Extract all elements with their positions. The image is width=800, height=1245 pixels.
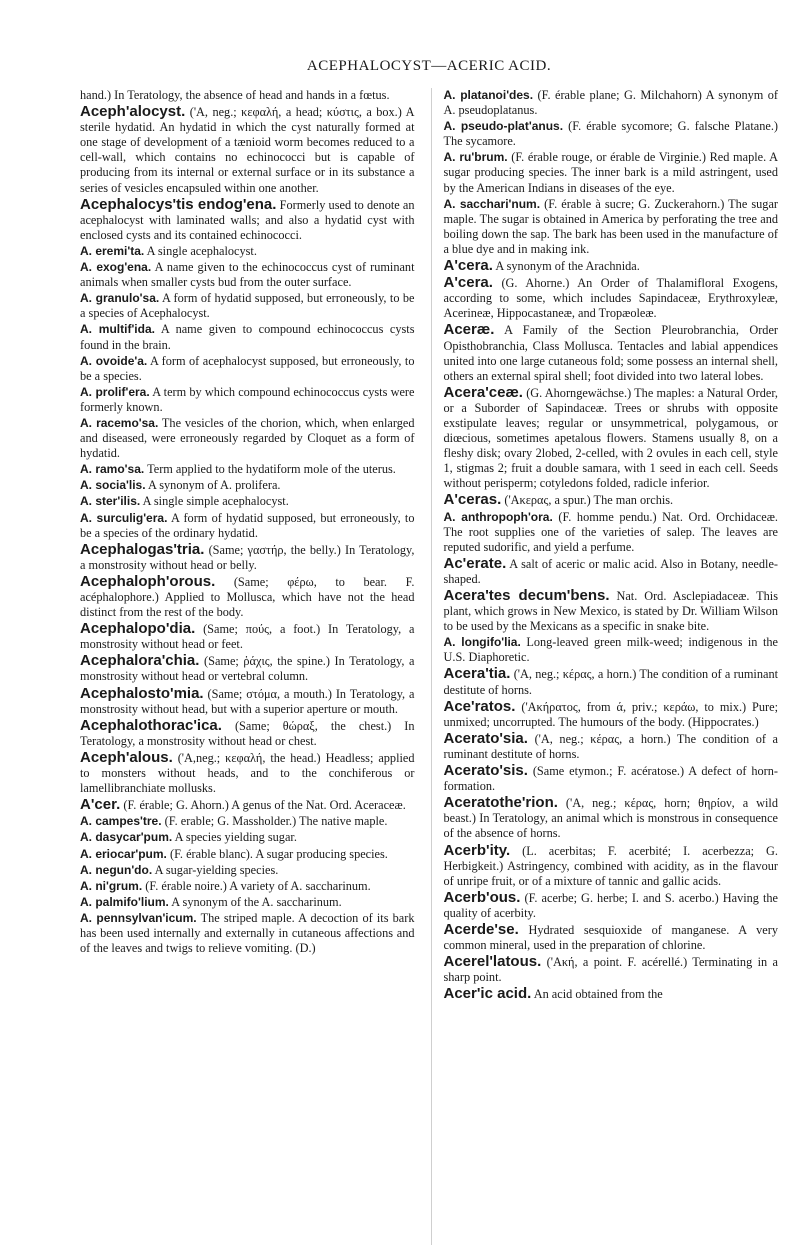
entry-definition: (Same; φέρω, to bear. F. acéphalophore.) Applied to Mollusca, which have not the head distinct from the rest of the body. [80, 574, 415, 620]
dictionary-entry [444, 986, 779, 1002]
entry-definition: (F. érable rouge, or érable de Virginie.) Red maple. A sugar producing species. The inner bark is a mild astringent, used by the American Indians in diseases of the eye. [443, 150, 778, 195]
entry-headword: Acera'tia. [443, 665, 511, 683]
entry-headword: A. ramo'sa. [80, 462, 145, 477]
dictionary-entry [444, 556, 779, 587]
entry-definition: (F. érable; G. Ahorn.) A genus of the Nat. Ord. Aceraceæ. [123, 798, 406, 813]
dictionary-entry [444, 635, 779, 665]
dictionary-entry [80, 718, 415, 749]
entry-definition: A salt of aceric or malic acid. Also in Botany, needle-shaped. [443, 556, 778, 586]
dictionary-entry [80, 847, 415, 862]
dictionary-entry [444, 88, 779, 118]
entry-definition: A term by which compound echinococcus cysts were formerly known. [80, 384, 415, 414]
dictionary-entry [80, 260, 415, 290]
dictionary-entry [444, 843, 779, 889]
entry-headword: A. racemo'sa. [80, 415, 159, 430]
entry-headword: Aceræ. [443, 321, 495, 339]
dictionary-entry [80, 653, 415, 684]
entry-headword: Acerel'latous. [443, 953, 542, 971]
dictionary-entry [80, 750, 415, 796]
entry-headword: Aceph'alous. [80, 748, 173, 766]
dictionary-entry [444, 666, 779, 697]
dictionary-entry [80, 88, 415, 103]
entry-definition: (F. érable blanc). A sugar producing species. [169, 846, 388, 861]
entry-headword: Ac'erate. [443, 554, 507, 572]
entry-definition: (F. érable sycomore; G. falsche Platane.) The sycamore. [443, 119, 778, 149]
entry-definition: A form of hydatid supposed, but erroneously, to be a species of the ordinary hydatid. [80, 510, 415, 540]
dictionary-entry [444, 197, 779, 257]
entry-definition: (Same; γαστήρ, the belly.) In Teratology, a monstrosity without head or belly. [80, 542, 415, 572]
entry-headword: A. platanoi'des. [443, 88, 534, 102]
dictionary-entry [80, 830, 415, 845]
entry-definition: A name given to compound echinococcus cysts found in the brain. [80, 322, 415, 352]
entry-definition: ('Ακερας, a spur.) The man orchis. [504, 493, 674, 508]
entry-definition: ('Ακήρατος, from ά, priv.; κεράω, to mix.) Pure; unmixed; uncorrupted. The humours of the body. (Hippocrates.) [443, 699, 778, 729]
entry-headword: Acera'tes decum'bens. [443, 587, 610, 604]
entry-definition: Nat. Ord. Asclepiadaceæ. This plant, which grows in New Mexico, is stated by Dr. William Wilson to be used by the Mexicans as a specific in snake bite. [443, 589, 778, 634]
entry-definition: A Family of the Section Pleurobranchia, Order Opisthobranchia, Class Mollusca. Tentacles and labial appendices united into one large cutaneous fold; some possess an internal shell, others an external spiral shell; foot divided into two lateral lobes. [443, 323, 778, 383]
entry-definition: A synonym of the A. saccharinum. [171, 894, 342, 909]
entry-definition: Formerly used to denote an acephalocyst with laminated walls; and also a hydatid cyst with enclosed cysts and its contained echinococci. [80, 197, 415, 242]
dictionary-entry [444, 510, 779, 555]
dictionary-entry [80, 462, 415, 477]
entry-headword: A. prolif'era. [80, 384, 150, 399]
dictionary-entry [444, 588, 779, 634]
dictionary-entry [80, 574, 415, 620]
entry-headword: Acera'ceæ. [443, 383, 523, 401]
dictionary-entry [444, 699, 779, 730]
entry-definition: A form of acephalocyst supposed, but erroneously, to be a species. [80, 353, 415, 383]
dictionary-entry [444, 795, 779, 841]
dictionary-entry [80, 244, 415, 259]
dictionary-entry [444, 890, 779, 921]
entry-headword: A. granulo'sa. [80, 291, 160, 306]
right-column [431, 88, 779, 1245]
dictionary-entry [80, 322, 415, 352]
entry-definition: (F. erable; G. Massholder.) The native maple. [164, 814, 388, 829]
entry-definition: (Same; στόμα, a mouth.) In Teratology, a monstrosity without head, but with a superior aperture or mouth. [80, 686, 415, 716]
entry-headword: A. dasycar'pum. [80, 830, 173, 845]
dictionary-entry [444, 954, 779, 985]
dictionary-entry [80, 511, 415, 541]
entry-headword: Acephalopo'dia. [80, 620, 196, 638]
entry-headword: A. palmifo'lium. [80, 894, 169, 909]
entry-definition: (F. homme pendu.) Nat. Ord. Orchidaceæ. The root supplies one of the varieties of salep. The leaves are reputed sudorific, and yield a perfume. [443, 509, 778, 554]
entry-headword: Aceph'alocyst. [80, 103, 186, 121]
entry-headword: Acephalothorac'ica. [80, 716, 222, 734]
dictionary-entry [444, 763, 779, 794]
entry-headword: A. surculig'era. [80, 510, 168, 525]
entry-headword: Acephalogas'tria. [80, 540, 205, 558]
entry-headword: A. longifo'lia. [443, 635, 521, 650]
dictionary-entry [80, 385, 415, 415]
entry-definition: (G. Ahorngewächse.) The maples: a Natural Order, or a Suborder of Sapindaceæ. Trees or shrubs with opposite exstipulate leaves; regular or unsymmetrical, polygamous, or diœcious, sometimes apetalous flowers. Stamens usually 8, on a fleshy disk; ovary 2lobed, 2-celled, with 2 ovules in each cell, style 1, stigmas 2; fruit a double samara, with 1 seed in each cell. Seeds without perisperm; cotyledons folded, radicle inferior. [443, 385, 778, 491]
entry-headword: Acephalora'chia. [80, 652, 200, 670]
entry-definition: An acid obtained from the [533, 987, 663, 1002]
dictionary-entry [444, 119, 779, 149]
dictionary-entry [444, 275, 779, 321]
entry-definition: (Same etymon.; F. acératose.) A defect of horn-formation. [443, 764, 778, 794]
entry-definition: ('A, neg.; κεφαλή, a head; κύστις, a box.) A sterile hydatid. An hydatid in which the cyst naturally formed at one stage of development of a tænioid worm becomes reduced to a cell-wall, which contains no echinococci but is capable of producing from its internal or external surface or in its substance a series of vesicles encapsuled within one another. [80, 105, 415, 195]
dictionary-entry [444, 385, 779, 492]
entry-headword: A. ni'grum. [80, 878, 143, 893]
dictionary-entry [80, 416, 415, 461]
entry-definition: ('Ακή, a point. F. acérellé.) Terminating in a sharp point. [443, 955, 778, 985]
dictionary-entry [80, 797, 415, 813]
running-head: ACEPHALOCYST—ACERIC ACID. [306, 58, 552, 74]
entry-definition: (Same; πούς, a foot.) In Teratology, a monstrosity without head or feet. [80, 622, 415, 652]
dictionary-entry [444, 258, 779, 274]
entry-headword: Aceratothe'rion. [443, 794, 558, 812]
dictionary-entry [80, 895, 415, 910]
dictionary-entry [80, 542, 415, 573]
entry-definition: A sugar-yielding species. [154, 862, 279, 877]
entry-headword: A. ru'brum. [443, 150, 508, 165]
entry-definition: Term applied to the hydatiform mole of the uterus. [147, 462, 396, 477]
dictionary-entry [80, 104, 415, 196]
entry-headword: Acerb'ous. [443, 888, 521, 906]
entry-definition: The striped maple. A decoction of its bark has been used internally and externally in cutaneous affections and of the leaves and twigs to relieve vomiting. (D.) [80, 910, 415, 956]
entry-headword: A. ster'ilis. [80, 494, 141, 509]
entry-definition: A single simple acephalocyst. [142, 494, 289, 509]
entry-headword: A'cera. [443, 257, 493, 275]
dictionary-entry [80, 621, 415, 652]
dictionary-entry [444, 492, 779, 508]
entry-headword: Acerde'se. [443, 920, 519, 938]
entry-headword: A. exog'ena. [80, 260, 152, 275]
entry-definition: A single acephalocyst. [146, 243, 257, 258]
entry-definition: The vesicles of the chorion, which, when enlarged and diseased, were erroneously regarded by Cloquet as a form of hydatid. [80, 415, 415, 461]
entry-definition: (Same; θώραξ, the chest.) In Teratology, a monstrosity without head or chest. [80, 718, 415, 748]
entry-headword: A. sacchari'num. [443, 196, 541, 211]
entry-definition: (F. érable plane; G. Milchahorn) A synonym of A. pseudoplatanus. [443, 88, 778, 118]
entry-headword: Acephalosto'mia. [80, 684, 204, 702]
entry-headword: Acerb'ity. [443, 841, 511, 859]
entry-headword: A'cer. [80, 796, 121, 814]
dictionary-entry [80, 686, 415, 717]
dictionary-entry [444, 322, 779, 383]
entry-definition: hand.) In Teratology, the absence of head and hands in a fœtus. [80, 88, 390, 102]
entry-headword: A. ovoide'a. [80, 353, 148, 368]
entry-headword: A. socia'lis. [80, 478, 146, 493]
entry-headword: A'cera. [443, 274, 493, 292]
dictionary-entry [80, 814, 415, 829]
entry-definition: Hydrated sesquioxide of manganese. A very common mineral, used in the preparation of chlorine. [443, 922, 778, 953]
dictionary-entry [80, 197, 415, 243]
dictionary-entry [80, 863, 415, 878]
entry-definition: (F. érable noire.) A variety of A. saccharinum. [145, 878, 371, 893]
left-column [80, 88, 415, 1245]
entry-headword: Acephaloph'orous. [80, 572, 216, 590]
entry-definition: A form of hydatid supposed, but erroneously, to be a species of Acephalocyst. [80, 291, 415, 321]
entry-headword: Ace'ratos. [443, 697, 516, 715]
entry-headword: A. pennsylvan'icum. [80, 910, 197, 925]
entry-definition: ('A, neg.; κέρας, horn; θηρίον, a wild beast.) In Teratology, an animal which is monstrous in consequence of the absence of horns. [443, 796, 778, 841]
entry-definition: A name given to the echinococcus cyst of ruminant animals when smaller cysts bud from the outer surface. [80, 260, 415, 290]
entry-definition: A synonym of the Arachnida. [495, 259, 640, 274]
dictionary-entry [444, 150, 779, 195]
entry-headword: A. eriocar'pum. [80, 846, 167, 861]
dictionary-entry [80, 291, 415, 321]
dictionary-entry [80, 911, 415, 956]
entry-definition: (Same; ῥάχις, the spine.) In Teratology, a monstrosity without head or vertebral column. [80, 654, 415, 684]
entry-headword: Acerato'sia. [443, 729, 528, 747]
entry-headword: Acerato'sis. [443, 762, 528, 780]
entry-headword: A. eremi'ta. [80, 243, 145, 258]
entry-definition: (F. acerbe; G. herbe; I. and S. acerbo.) Having the quality of acerbity. [443, 890, 778, 920]
entry-headword: A'ceras. [443, 491, 502, 509]
entry-headword: A. pseudo-plat'anus. [443, 119, 564, 134]
entry-definition: ('A, neg.; κέρας, a horn.) The condition of a ruminant destitute of horns. [443, 731, 778, 761]
entry-definition: A species yielding sugar. [174, 830, 297, 845]
entry-definition: (G. Ahorne.) An Order of Thalamifloral Exogens, according to some, which includes Sapindaceæ, Erythroxyleæ, Acerineæ, Hippocastaneæ, and Tropæoleæ. [443, 276, 778, 321]
entry-definition: A synonym of A. prolifera. [147, 478, 281, 493]
dictionary-entry [444, 922, 779, 953]
entry-definition: ('A, neg.; κέρας, a horn.) The condition of a ruminant destitute of horns. [443, 667, 778, 697]
text-columns [80, 88, 778, 1245]
dictionary-entry [80, 478, 415, 493]
dictionary-entry [80, 494, 415, 509]
entry-headword: Acer'ic acid. [443, 985, 532, 1003]
entry-headword: A. anthropoph'ora. [443, 509, 553, 524]
dictionary-entry [80, 354, 415, 384]
entry-definition: ('A,neg.; κεφαλή, the head.) Headless; applied to monsters without heads, and to the conchiferous or lamellibranchiate mollusks. [80, 750, 415, 796]
entry-headword: A. negun'do. [80, 862, 153, 877]
dictionary-entry [444, 731, 779, 762]
entry-headword: Acephalocys'tis endog'ena. [80, 195, 277, 213]
entry-definition: Long-leaved green milk-weed; indigenous in the U.S. Diaphoretic. [443, 635, 778, 665]
dictionary-entry [80, 879, 415, 894]
entry-headword: A. multif'ida. [80, 322, 155, 337]
entry-definition: (F. érable à sucre; G. Zuckerahorn.) The sugar maple. The sugar is obtained in America by perforating the tree and boiling down the sap. The bark has been used in the manufacture of a blue dye and in making ink. [443, 196, 778, 256]
entry-definition: (L. acerbitas; F. acerbité; I. acerbezza; G. Herbigkeit.) Astringency, combined with acidity, as in the flavour of unripe fruit, or of a mixture of tannic and gallic acids. [443, 843, 778, 888]
entry-headword: A. campes'tre. [80, 814, 162, 829]
